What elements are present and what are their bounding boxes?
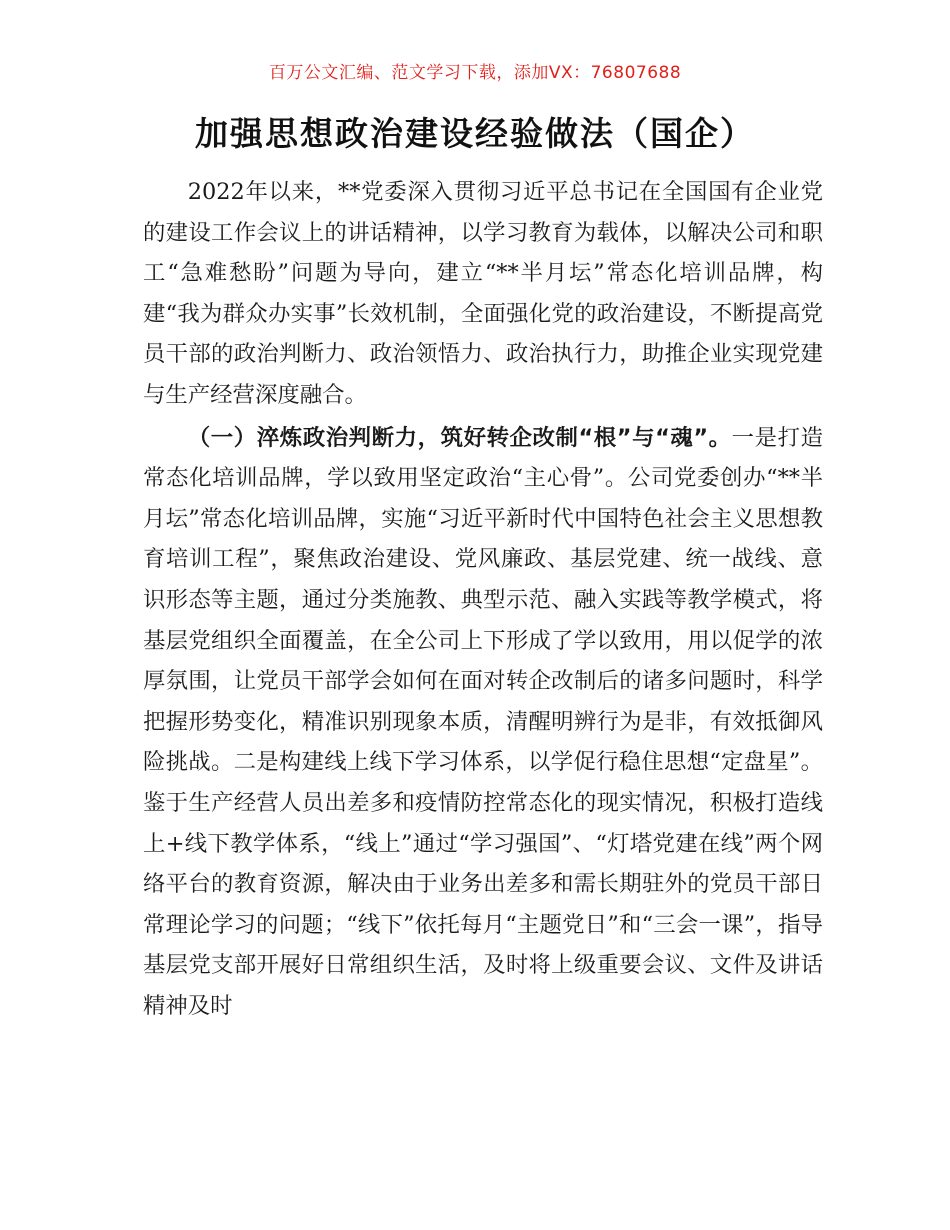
- watermark-banner: 百万公文汇编、范文学习下载，添加VX：76807688: [268, 63, 682, 83]
- section-1-body: 一是打造常态化培训品牌，学以致用坚定政治“主心骨”。公司党委创办“**半月坛”常态化培训品牌，实施“习近平新时代中国特色社会主义思想教育培训工程”，聚焦政治建设、党风廉政、基层党建、统一战线、意识形态等主题，通过分类施教、典型示范、融入实践等教学模式，将基层党组织全面覆盖，在全公司上下形成了学以致用，用以促学的浓厚氛围，让党员干部学会如何在面对转企改制后的诸多问题时，科学把握形势变化，精准识别现象本质，清醒明辨行为是非，有效抵御风险挑战。二是构建线上线下学习体系，以学促行稳住思想“定盘星”。鉴于生产经营人员出差多和疫情防控常态化的现实情况，积极打造线上+线下教学体系，“线上”通过“学习强国”、“灯塔党建在线”两个网络平台的教育资源，解决由于业务出差多和需长期驻外的党员干部日常理论学习的问题；“线下”依托每月“主题党日”和“三会一课”，指导基层党支部开展好日常组织生活，及时将上级重要会议、文件及讲话精神及时: [143, 424, 823, 1019]
- document-title: 加强思想政治建设经验做法（国企）: [195, 114, 755, 153]
- section-1-heading: （一）淬炼政治判断力，筑好转企改制“根”与“魂”。: [187, 424, 732, 451]
- section-1-paragraph: [143, 418, 823, 1027]
- intro-paragraph: 2022年以来，**党委深入贯彻习近平总书记在全国国有企业党的建设工作会议上的讲话精神，以学习教育为载体，以解决公司和职工“急难愁盼”问题为导向，建立“**半月坛”常态化培训品牌，构建“我为群众办实事”长效机制，全面强化党的政治建设，不断提高党员干部的政治判断力、政治领悟力、政治执行力，助推企业实现党建与生产经营深度融合。: [143, 179, 823, 408]
- document-body: [143, 172, 823, 1026]
